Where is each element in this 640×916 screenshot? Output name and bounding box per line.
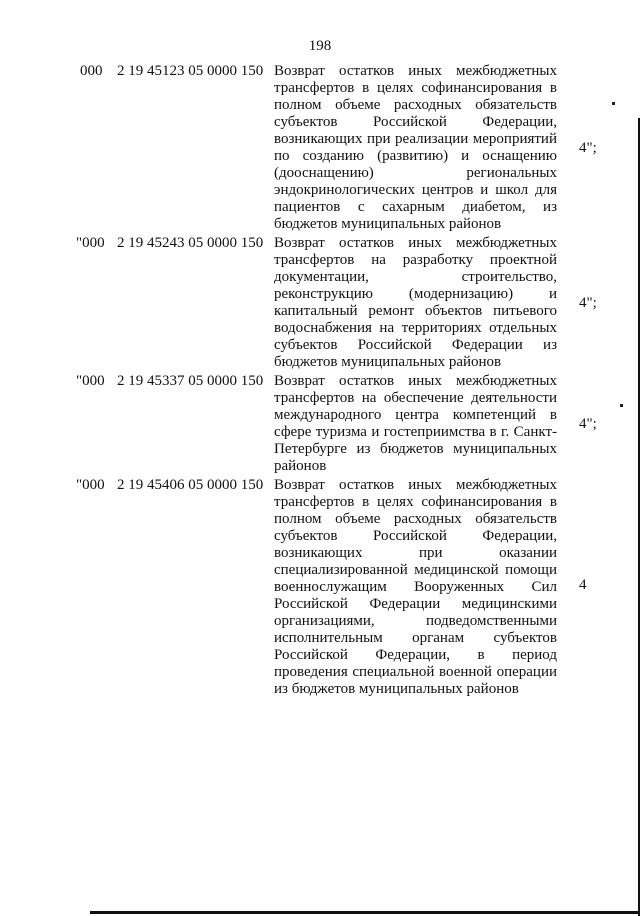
budget-code-table	[0, 63, 640, 698]
row-value: 4";	[579, 140, 597, 156]
row-description: Возврат остатков иных межбюджетных трансфертов в целях софинансирования в полном объеме расходных обязательств субъектов Российской Федерации, возникающих при реализации мероприятий по созданию (развитию) и оснащению (дооснащению) региональных эндокринологических центров и школ для пациентов с сахарным диабетом, из бюджетов муниципальных районов	[274, 63, 557, 232]
row-value: 4";	[579, 295, 597, 311]
scan-speck	[612, 102, 615, 105]
page-number: 198	[308, 38, 332, 54]
row-description: Возврат остатков иных межбюджетных трансфертов на обеспечение деятельности международного центра компетенций в сфере туризма и гостеприимства в г. Санкт-Петербурге из бюджетов муниципальных районов	[274, 373, 557, 474]
row-description: Возврат остатков иных межбюджетных трансфертов на разработку проектной документации, строительство, реконструкцию (модернизацию) и капитальный ремонт объектов питьевого водоснабжения на территориях отдельных субъектов Российской Федерации из бюджетов муниципальных районов	[274, 235, 557, 370]
table-row	[0, 477, 640, 698]
row-prefix: "000	[76, 235, 105, 251]
row-prefix: "000	[76, 373, 105, 389]
scan-speck	[620, 404, 623, 407]
budget-code: 2 19 45243 05 0000 150	[117, 235, 264, 251]
budget-code: 2 19 45123 05 0000 150	[117, 63, 264, 79]
row-description: Возврат остатков иных межбюджетных трансфертов в целях софинансирования в полном объеме расходных обязательств субъектов Российской Федерации, возникающих при оказании специализированной медицинской помощи военнослужащим Вооруженных Сил Российской Федерации медицинскими организациями, подведомственными исполнительным органам субъектов Российской Федерации, в период проведения специальной военной операции из бюджетов муниципальных районов	[274, 477, 557, 697]
row-value: 4";	[579, 416, 597, 432]
budget-code: 2 19 45337 05 0000 150	[117, 373, 264, 389]
budget-code: 2 19 45406 05 0000 150	[117, 477, 264, 493]
row-prefix: "000	[76, 477, 105, 493]
row-prefix: 000	[80, 63, 103, 79]
table-row	[0, 63, 640, 233]
row-value: 4	[579, 577, 587, 593]
table-row	[0, 235, 640, 371]
table-row	[0, 373, 640, 475]
scan-edge-bottom	[90, 911, 640, 914]
